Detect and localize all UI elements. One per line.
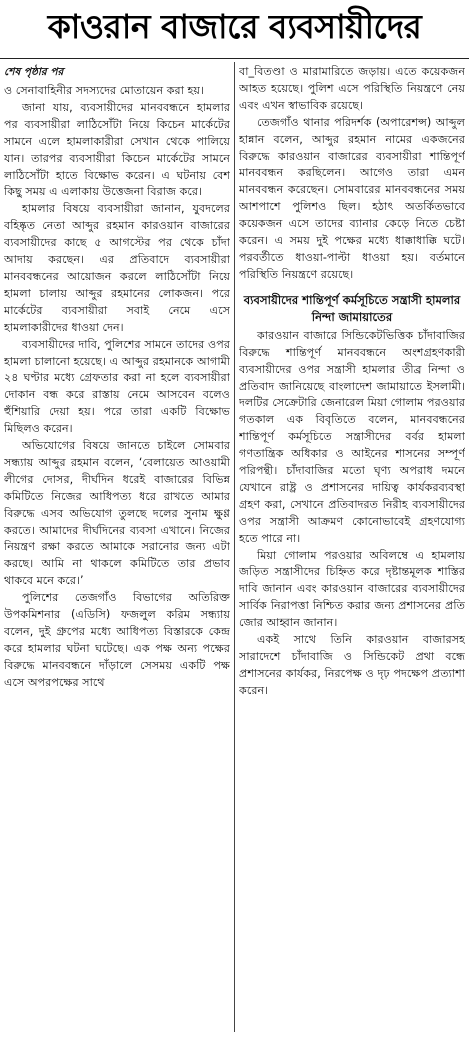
paragraph: জানা যায়, ব্যবসায়ীদের মানববন্ধনে হামলার পর ব্যবসায়ীরা লাঠিসোঁটা নিয়ে কিচেন মার্কেটের সামনে এলে হামলাকারীরা সেখান থেকে পালিয়ে যান। তারপর ব্যবসায়ীরা কিচেন মার্কেটের সামনে লাঠিসোঁটা হাতে বিক্ষোভ করেন। এ ঘটনায় বেশ কিছু সময় এ এলাকায় উত্তেজনা বিরাজ করে। bbox=[4, 100, 230, 199]
column-divider bbox=[234, 62, 235, 1032]
left-column bbox=[4, 64, 230, 1024]
subheading: ব্যবসায়ীদের শান্তিপূর্ণ কর্মসূচিতে সন্ত্রাসী হামলার নিন্দা জামায়াতের bbox=[243, 292, 461, 324]
paragraph: একই সাথে তিনি কারওয়ান বাজারসহ সারাদেশে চাঁদাবাজি ও সিন্ডিকেট প্রথা বন্ধে প্রশাসনের কার্যকর, নিরপেক্ষ ও দৃঢ় পদক্ষেপ প্রত্যাশা করেন। bbox=[239, 633, 465, 697]
paragraph: ব্যবসায়ীদের দাবি, পুলিশের সামনে তাদের ওপর হামলা চালানো হয়েছে। এ আব্দুর রহমানকে আগামী ২৪ ঘণ্টার মধ্যে গ্রেফতার করা না হলে ব্যবসায়ীরা দোকান বন্ধ করে রাস্তায় নেমে আসবেন বলেও হুঁশিয়ারি দেয়া হয়। পরে তারা একটি বিক্ষোভ মিছিলও করেন। bbox=[4, 337, 230, 436]
paragraph: অভিযোগের বিষয়ে জানতে চাইলে সোমবার সন্ধ্যায় আব্দুর রহমান বলেন, ‘বেলায়েত আওয়ামী লীগের দোসর, দীর্ঘদিন ধরেই বাজারের বিভিন্ন কমিটিতে নিজের আধিপত্য ধরে রাখতে আমার বিরুদ্ধে এসব অভিযোগ তুলছে দলের সুনাম ক্ষুণ্ণ করতে। আমাদের দীর্ঘদিনের ব্যবসা এখানে। নিজের নিয়ন্ত্রণ রক্ষা করতে আমাকে সরানোর জন্য এটা করছে। আমি না থাকলে কমিটিতে তার প্রভাব থাকবে মনে করে।’ bbox=[4, 439, 230, 588]
paragraph: হামলার বিষয়ে ব্যবসায়ীরা জানান, যুবদলের বহিষ্কৃত নেতা আব্দুর রহমান কারওয়ান বাজারের ব্যবসায়ীদের কাছে ৫ আগস্টের পর থেকে চাঁদা আদায় করছেন। এর প্রতিবাদে ব্যবসায়ীরা মানববন্ধনের আয়োজন করলে লাঠিসোঁটা নিয়ে হামলা চালায় আব্দুর রহমানের লোকজন। পরে মার্কেটের ব্যবসায়ীরা সবাই নেমে এসে হামলাকারীদের ধাওয়া দেন। bbox=[4, 202, 230, 334]
paragraph: বা_বিতণ্ডা ও মারামারিতে জড়ায়। এতে কয়েকজন আহত হয়েছে। পুলিশ এসে পরিস্থিতি নিয়ন্ত্রণে নেয় এবং এখন স্বাভাবিক রয়েছে। bbox=[239, 65, 465, 112]
headline: কাওরান বাজারে ব্যবসায়ীদের bbox=[0, 0, 469, 59]
paragraph: পুলিশের তেজগাঁও বিভাগের অতিরিক্ত উপকমিশনার (এডিসি) ফজলুল করিম সন্ধ্যায় বলেন, দুই গ্রুপের মধ্যে আধিপত্য বিস্তারকে কেন্দ্র করে হামলার ঘটনা ঘটেছে। এক পক্ষ অন্য পক্ষের বিরুদ্ধে মানববন্ধনে দাঁড়ালে সেসময় একটি পক্ষ এসে অপরপক্ষের সাথে bbox=[4, 591, 230, 689]
paragraph: মিয়া গোলাম পরওয়ার অবিলম্বে এ হামলায় জড়িত সন্ত্রাসীদের চিহ্নিত করে দৃষ্টান্তমূলক শাস্তির দাবি জানান এবং কারওয়ান বাজারের ব্যবসায়ীদের সার্বিক নিরাপত্তা নিশ্চিত করার জন্য প্রশাসনের প্রতি জোর আহ্বান জানান। bbox=[239, 548, 465, 630]
continued-label: শেষ পৃষ্ঠার পর bbox=[4, 66, 64, 78]
paragraph: তেজগাঁও থানার পরিদর্শক (অপারেশন্স) আব্দুল হান্নান বলেন, আব্দুর রহমান নামের একজনের বিরুদ্ধে কারওয়ান বাজারের ব্যবসায়ীরা শান্তিপূর্ণ মানববন্ধন করছিলেন। আগেও তারা এমন মানববন্ধন করেছেন। সোমবারের মানববন্ধনের সময় আশপাশে পুলিশও ছিল। হঠাৎ অতর্কিতভাবে কয়েকজন এসে তাদের ব্যানার কেড়ে নিতে চেষ্টা করেন। এ সময় দুই পক্ষের মধ্যে ধাক্কাধাক্কি ঘটে। পরবর্তীতে ধাওয়া-পাল্টা ধাওয়া হয়। বর্তমানে পরিস্থিতি নিয়ন্ত্রণে রয়েছে। bbox=[239, 115, 465, 281]
right-column bbox=[239, 64, 465, 1024]
paragraph: কারওয়ান বাজারে সিন্ডিকেটভিত্তিক চাঁদাবাজির বিরুদ্ধে শান্তিপূর্ণ মানববন্ধনে অংশগ্রহণকারী ব্যবসায়ীদের ওপর সন্ত্রাসী হামলার তীব্র নিন্দা ও প্রতিবাদ জানিয়েছে বাংলাদেশ জামায়াতে ইসলামী। দলটির সেক্রেটারি জেনারেল মিয়া গোলাম পরওয়ার গতকাল এক বিবৃতিতে বলেন, মানববন্ধনের শান্তিপূর্ণ কর্মসূচিতে সন্ত্রাসীদের বর্বর হামলা গণতান্ত্রিক অধিকার ও আইনের শাসনের সম্পূর্ণ পরিপন্থী। চাঁদাবাজির মতো ঘৃণ্য অপরাধ দমনে যেখানে রাষ্ট্র ও প্রশাসনের দায়িত্ব কার্যকরব্যবস্থা গ্রহণ করা, সেখানে প্রতিবাদরত নিরীহ ব্যবসায়ীদের ওপর সন্ত্রাসী আক্রমণ কোনোভাবেই গ্রহণযোগ্য হতে পারে না। bbox=[239, 328, 465, 545]
paragraph: ও সেনাবাহিনীর সদস্যদের মোতায়েন করা হয়। bbox=[4, 84, 204, 97]
